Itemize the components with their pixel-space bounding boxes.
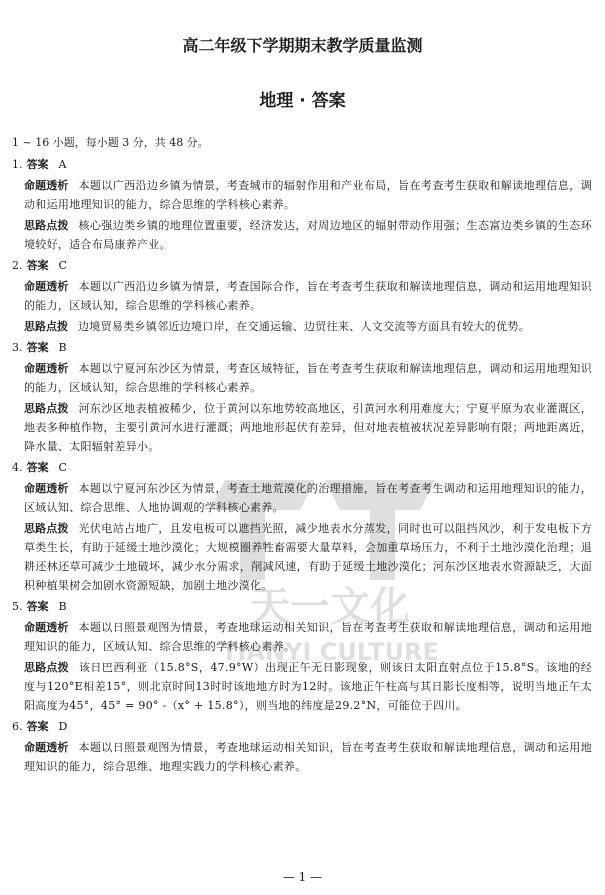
analysis-label: 命题透析 (24, 621, 69, 634)
watermark-brand-latin: TIANYI CULTURE (221, 638, 439, 666)
answer-value: C (58, 259, 67, 272)
hint-paragraph (10, 216, 592, 254)
answer-line (12, 256, 592, 275)
answer-label: 答案 (26, 600, 49, 613)
answer-value: A (58, 158, 67, 171)
answer-label: 答案 (26, 720, 49, 733)
answer-label: 答案 (26, 341, 49, 354)
analysis-label: 命题透析 (24, 362, 69, 375)
answer-value: D (58, 720, 68, 733)
answer-line (12, 155, 592, 174)
answer-line (12, 338, 592, 357)
answer-line (12, 458, 592, 477)
answer-label: 答案 (26, 461, 49, 474)
hint-paragraph (10, 658, 592, 715)
analysis-text: 本题以广西沿边乡镇为情景，考查城市的辐射作用和产业布局，旨在考查考生获取和解读地理信息，调动和运用地理知识的能力，综合思维的学科核心素养。 (24, 179, 593, 211)
scoring-note: 1 ~ 16 小题，每小题 3 分，共 48 分。 (12, 136, 209, 149)
analysis-paragraph (10, 176, 592, 214)
question-item (10, 717, 592, 776)
question-number: 3. (12, 341, 23, 354)
analysis-paragraph (10, 618, 592, 656)
analysis-label: 命题透析 (24, 741, 69, 754)
question-number: 4. (12, 461, 23, 474)
answer-label: 答案 (26, 259, 49, 272)
hint-paragraph (10, 399, 592, 456)
analysis-text: 本题以日照景观图为情景，考查地球运动相关知识，旨在考查考生获取和解读地理信息，调动和运用地理知识的能力，综合思维、地理实践力的学科核心素养。 (24, 741, 593, 773)
analysis-paragraph (10, 277, 592, 315)
analysis-text: 本题以日照景观图为情景，考查地球运动相关知识，旨在考查考生获取和解读地理信息，调动和运用地理知识的能力，区域认知、综合思维的学科核心素养。 (24, 621, 593, 653)
question-item (10, 458, 592, 595)
analysis-paragraph (10, 359, 592, 397)
hint-text: 核心强边类乡镇的地理位置重要，经济发达，对周边地区的辐射带动作用强；生态富边类乡镇的生态环境较好，适合布局康养产业。 (24, 219, 593, 251)
question-number: 1. (12, 158, 23, 171)
answer-value: C (58, 461, 67, 474)
analysis-text: 本题以宁夏河东沙区为情景，考查区域特征，旨在考查考生获取和解读地理信息，调动和运用地理知识的能力，区域认知，综合思维的学科核心素养。 (24, 362, 593, 394)
hint-text: 该日巴西利亚（15.8°S，47.9°W）出现正午无日影现象，则该日太阳直射点位于15.8°S。该地的经度与120°E相差15°，则北京时间13时时该地地方时为12时。该地正午柱高与其日影长度相等，说明当地正午太阳高度为45°，45° = 90° -（x° + 15.8°），则当地的纬度是29.2°N，可能位于四川。 (24, 661, 593, 712)
analysis-label: 命题透析 (24, 179, 69, 192)
page-subtitle: 地理 · 答案 (259, 91, 346, 111)
page-title: 高二年级下学期期末教学质量监测 (182, 36, 423, 55)
answer-line (12, 597, 592, 616)
answer-line (12, 717, 592, 736)
question-item (10, 155, 592, 254)
answer-value: B (58, 341, 67, 354)
watermark-brand: 天一文化 (250, 584, 410, 630)
question-number: 5. (12, 600, 23, 613)
analysis-label: 命题透析 (24, 482, 69, 495)
analysis-text: 本题以广西沿边乡镇为情景，考查国际合作，旨在考查考生获取和解读地理信息，调动和运用地理知识的能力，区域认知，综合思维的学科核心素养。 (24, 280, 593, 312)
question-item (10, 256, 592, 336)
question-list (10, 155, 592, 776)
hint-text: 光伏电站占地广，且发电板可以遮挡光照，减少地表水分蒸发，同时也可以阻挡风沙，利于发电板下方草类生长，有助于延缓土地沙漠化；大规模圈养牲畜需要大量草料，会加重草场压力，不利于土地沙漠化治理；退耕还林还草可减少土地破坏，减少水分需求，削减风速，有助于延缓土地沙漠化；河东沙区地表水资源缺乏，大面积种植果树会加剧水资源短缺，加剧土地沙漠化。 (24, 522, 593, 592)
analysis-paragraph (10, 479, 592, 517)
hint-paragraph (10, 519, 592, 595)
hint-text: 边境贸易类乡镇邻近边境口岸，在交通运输、边贸往来、人文交流等方面具有较大的优势。 (78, 320, 530, 333)
question-item (10, 597, 592, 715)
answer-content (10, 133, 592, 778)
answer-label: 答案 (26, 158, 49, 171)
hint-text: 河东沙区地表植被稀少，位于黄河以东地势较高地区，引黄河水利用难度大；宁夏平原为农业灌溉区，地表多种植作物，主要引黄河水进行灌溉；两地地形起伏有差异，但对地表植被状况差异影响有限；两地距离近，降水量、太阳辐射差异小。 (24, 402, 593, 453)
hint-label: 思路点拨 (24, 522, 69, 535)
answer-value: B (58, 600, 67, 613)
hint-label: 思路点拨 (24, 320, 68, 333)
question-item (10, 338, 592, 456)
hint-paragraph (10, 317, 592, 336)
analysis-label: 命题透析 (24, 280, 69, 293)
hint-label: 思路点拨 (24, 661, 69, 674)
page-number: — 1 — (282, 870, 323, 884)
hint-label: 思路点拨 (24, 219, 69, 232)
analysis-text: 本题以宁夏河东沙区为情景，考查土地荒漠化的治理措施，旨在考查考生调动和运用地理知识的能力，区域认知、综合思维、人地协调观的学科核心素养。 (24, 482, 593, 514)
question-number: 2. (12, 259, 23, 272)
analysis-paragraph (10, 738, 592, 776)
hint-label: 思路点拨 (24, 402, 69, 415)
question-number: 6. (12, 720, 23, 733)
